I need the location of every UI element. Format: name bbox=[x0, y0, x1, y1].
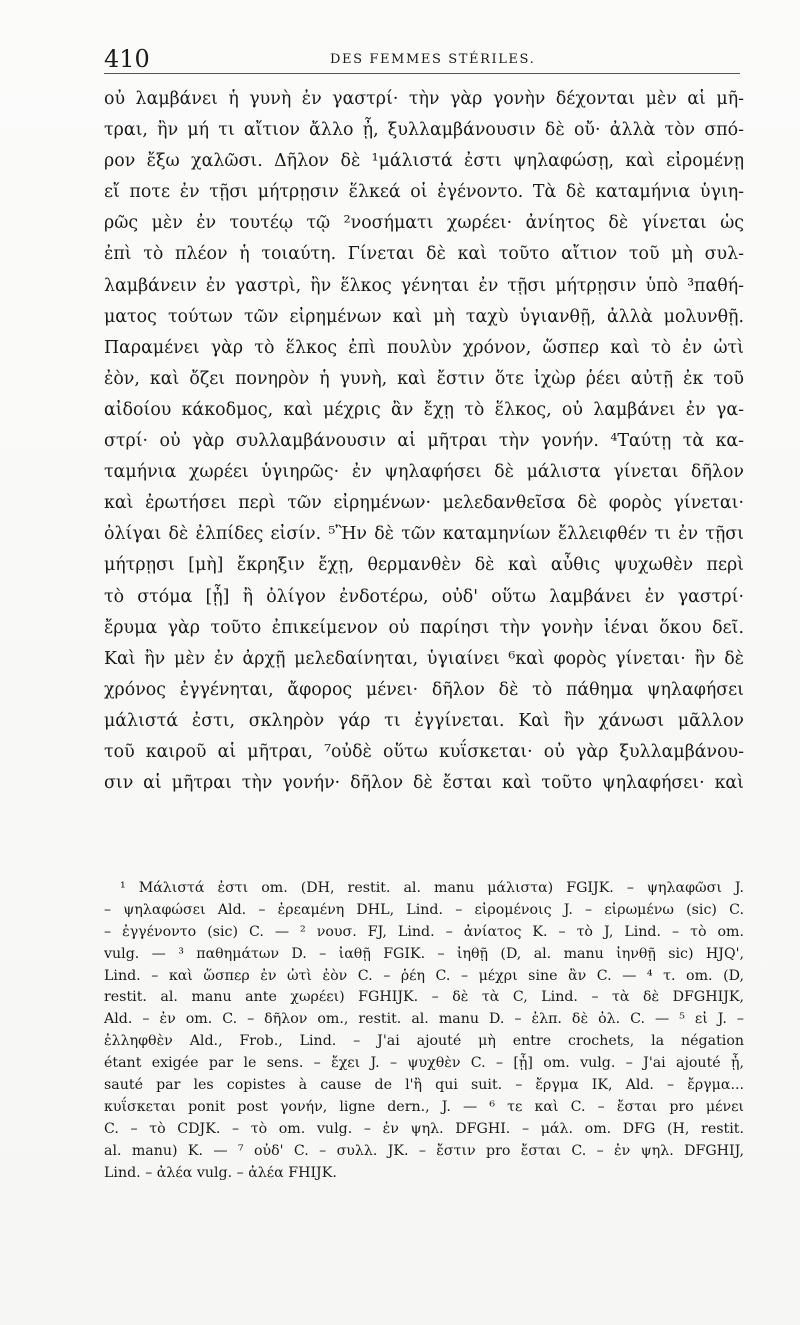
footnote-line: sauté par les copistes à cause de l'ἢ qui suit. – ἔργμα IK, Ald. – ἔργμα... bbox=[104, 1077, 744, 1094]
text-line: Παραμένει γὰρ τὸ ἕλκος ἐπὶ πουλὺν χρόνον, ὥσπερ καὶ τὸ ἐν ὠτὶ bbox=[104, 337, 744, 358]
text-line: ἔρυμα γὰρ τοῦτο ἐπικείμενον οὐ παρίησι τὴν γονὴν ἰέναι ὅκου δεῖ. bbox=[104, 617, 744, 638]
text-line: ρῶς μὲν ἐν τουτέῳ τῷ ²νοσήματι χωρέει· ἀνίητος δὲ γίνεται ὡς bbox=[104, 213, 744, 234]
text-line: ρον ἔξω χαλῶσι. Δῆλον δὲ ¹μάλιστά ἐστι ψηλαφώσῃ, καὶ εἰρομένῃ bbox=[104, 151, 744, 172]
text-line: χρόνος ἐγγένηται, ἄφορος μένει· δῆλον δὲ τὸ πάθημα ψηλαφήσει bbox=[104, 679, 744, 700]
footnote-line: – ἐγγένοντο (sic) C. — ² νουσ. FJ, Lind. – ἀνίατος K. – τὸ J, Lind. – τὸ om. bbox=[104, 923, 744, 940]
text-line: τραι, ἢν μή τι αἴτιον ἄλλο ᾖ, ξυλλαμβάνουσιν δὲ οὔ· ἀλλὰ τὸν σπό- bbox=[104, 120, 744, 141]
running-title: DES FEMMES STÉRILES. bbox=[330, 52, 536, 67]
footnote-line: ¹ Μάλιστά ἐστι om. (DH, restit. al. manu μάλιστα) FGIJK. – ψηλαφῶσι J. bbox=[120, 880, 744, 896]
page-number: 410 bbox=[104, 45, 150, 73]
footnote-line: Lind. – καὶ ὥσπερ ἐν ὠτὶ ἐὸν C. – ῥέη C. – μέχρι sine ἂν C. — ⁴ τ. om. (D, bbox=[104, 967, 744, 984]
footnote-line: vulg. — ³ παθημάτων D. – ἰαθῇ FGIK. – ἰηθῇ (D, al. manu ἰηνθῇ sic) HJQ', bbox=[104, 945, 744, 962]
text-line: ματος τούτων τῶν εἰρημένων καὶ μὴ ταχὺ ὑγιανθῇ, ἀλλὰ μολυνθῇ. bbox=[104, 306, 744, 327]
text-line: τὸ στόμα [ᾖ] ἢ ὀλίγον ἐνδοτέρω, οὐδ' οὕτω λαμβάνει ἐν γαστρί· bbox=[104, 586, 744, 607]
text-line: στρί· οὐ γὰρ συλλαμβάνουσιν αἱ μῆτραι τὴν γονήν. ⁴Ταύτῃ τὰ κα- bbox=[104, 431, 744, 452]
text-line: εἴ ποτε ἐν τῇσι μήτρῃσιν ἕλκεά οἱ ἐγένοντο. Τὰ δὲ καταμήνια ὑγιη- bbox=[104, 182, 744, 203]
text-line: ταμήνια χωρέει ὑγιηρῶς· ἐν ψηλαφήσει δὲ μάλιστα γίνεται δῆλον bbox=[104, 462, 744, 483]
text-line: ἐπὶ τὸ πλέον ἡ τοιαύτη. Γίνεται δὲ καὶ τοῦτο αἴτιον τοῦ μὴ συλ- bbox=[104, 244, 744, 265]
footnote-line: étant exigée par le sens. – ἔχει J. – ψυχθὲν C. – [ᾖ] om. vulg. – J'ai ajouté ᾖ, bbox=[104, 1055, 744, 1072]
text-line: σιν αἱ μῆτραι τὴν γονήν· δῆλον δὲ ἔσται καὶ τοῦτο ψηλαφήσει· καὶ bbox=[104, 773, 744, 794]
footnote-line: κυΐσκεται ponit post γονήν, ligne dern., J. — ⁶ τε καὶ C. – ἔσται pro μένει bbox=[104, 1098, 744, 1115]
footnote-line: Ald. – ἐν om. C. – δῆλον om., restit. al. manu D. – ἐλπ. δὲ ὀλ. C. — ⁵ εἰ J. – bbox=[104, 1011, 744, 1028]
text-line: ὀλίγαι δὲ ἐλπίδες εἰσίν. ⁵Ἢν δὲ τῶν καταμηνίων ἔλλειφθέν τι ἐν τῇσι bbox=[104, 524, 744, 545]
text-line: λαμβάνειν ἐν γαστρὶ, ἢν ἕλκος γένηται ἐν τῇσι μήτρῃσιν ὑπὸ ³παθή- bbox=[104, 275, 744, 296]
text-line: μάλιστά ἐστι, σκληρὸν γάρ τι ἐγγίνεται. Καὶ ἢν χάνωσι μᾶλλον bbox=[104, 710, 744, 731]
footnote-line: al. manu) K. — ⁷ οὐδ' C. – συλλ. JK. – ἔστιν pro ἔσται C. – ἐν ψηλ. DFGHIJ, bbox=[104, 1142, 744, 1159]
text-line: αἰδοίου κάκοδμος, καὶ μέχρις ἂν ἔχῃ τὸ ἕλκος, οὐ λαμβάνει ἐν γα- bbox=[104, 399, 744, 420]
footnote-line: ἐλληφθὲν Ald., Frob., Lind. – J'ai ajouté μὴ entre crochets, la négation bbox=[104, 1033, 744, 1050]
footnote-line: Lind. – ἀλέα vulg. – ἀλέα FHIJK. bbox=[104, 1164, 337, 1181]
main-text bbox=[104, 84, 744, 799]
text-line: καὶ ἐρωτήσει περὶ τῶν εἰρημένων· μελεδανθεῖσα δὲ φορὸς γίνεται· bbox=[104, 493, 744, 514]
text-line: οὐ λαμβάνει ἡ γυνὴ ἐν γαστρί· τὴν γὰρ γονὴν δέχονται μὲν αἱ μῆ- bbox=[104, 89, 744, 109]
footnote-line: C. – τὸ CDJK. – τὸ om. vulg. – ἐν ψηλ. DFGHI. – μάλ. om. DFG (H, restit. bbox=[104, 1120, 744, 1137]
text-line: τοῦ καιροῦ αἱ μῆτραι, ⁷οὐδὲ οὕτω κυΐσκεται· οὐ γὰρ ξυλλαμβάνου- bbox=[104, 741, 744, 762]
footnote-line: restit. al. manu ante χωρέει) FGHIJK. – δὲ τὰ C, Lind. – τὰ δὲ DFGHIJK, bbox=[104, 989, 744, 1006]
text-line: Καὶ ἢν μὲν ἐν ἀρχῇ μελεδαίνηται, ὑγιαίνει ⁶καὶ φορὸς γίνεται· ἢν δὲ bbox=[104, 648, 744, 669]
text-line: μήτρῃσι [μὴ] ἔκρηξιν ἔχῃ, θερμανθὲν δὲ καὶ αὖθις ψυχωθὲν περὶ bbox=[104, 555, 744, 576]
header-rule bbox=[104, 73, 740, 74]
footnote-line: – ψηλαφώσει Ald. – ἐρεαμένη DHL, Lind. – εἰρομένοις J. – εἰρωμένω (sic) C. bbox=[104, 901, 744, 918]
footnotes bbox=[104, 878, 744, 1184]
text-line: ἐὸν, καὶ ὄζει πονηρὸν ἡ γυνὴ, καὶ ἔστιν ὅτε ἰχὼρ ῥέει αὐτῇ ἐκ τοῦ bbox=[104, 368, 744, 389]
page-header bbox=[104, 44, 742, 74]
